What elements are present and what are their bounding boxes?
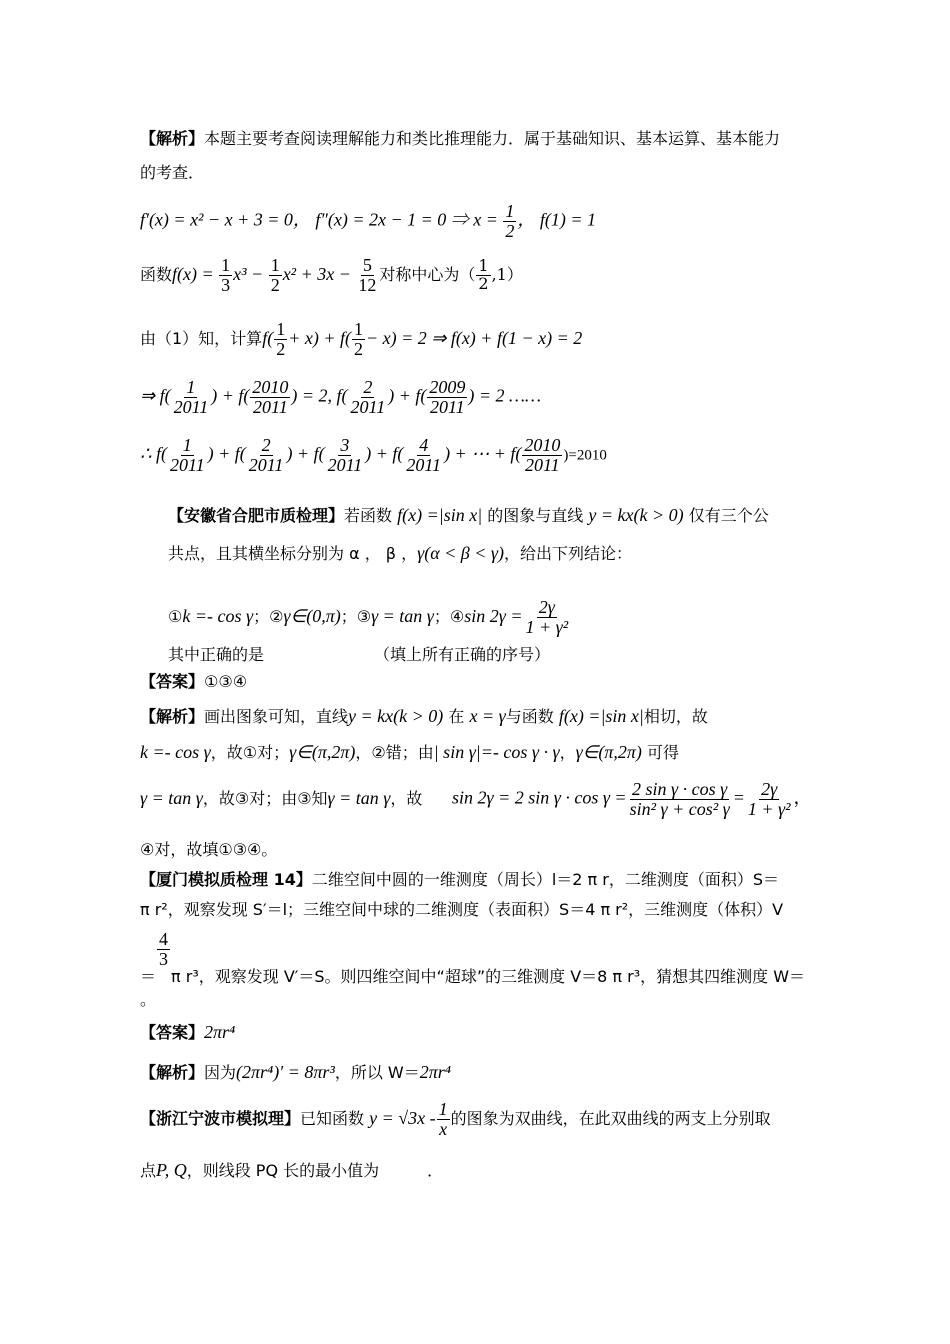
l6-b3: ) + f( (365, 443, 404, 464)
l3-g-num: 1 (478, 256, 489, 276)
l6-frac-4 (404, 436, 443, 475)
explain-2-line-2 (140, 742, 679, 764)
q3-l3-a: ＝ (140, 966, 157, 986)
ex2-a: ，故①对； (210, 743, 290, 762)
q4-den: x (439, 1118, 448, 1139)
q3-l4: 。 (140, 990, 157, 1009)
l5-d: ) = 2 …… (468, 385, 541, 406)
option-4-mark: ；④ (433, 606, 465, 626)
l5-den-3: 2011 (350, 396, 386, 417)
ex3-num-2: 2γ (761, 779, 778, 799)
l5-num-4: 2009 (429, 377, 466, 397)
l5-frac-4 (427, 378, 467, 417)
l6-end: )=2010 (563, 447, 607, 464)
option-4-frac (524, 598, 571, 637)
option-2: γ∈(0,π) (283, 605, 341, 626)
l4-frac-2 (352, 320, 365, 359)
l6-den-5: 2011 (525, 454, 560, 475)
l4-num-2: 1 (353, 319, 363, 339)
q3-l3-b: π r³，观察发现 V′＝S。则四维空间中“超球”的三维测度 V＝8 π r³，猜想其四维测度 W＝ (171, 966, 806, 986)
explain-2-line-4 (140, 840, 277, 859)
ex3-so: ，所以 W＝ (334, 1063, 420, 1082)
l6-frac-2 (247, 436, 286, 475)
l5-den-2: 2011 (253, 396, 288, 417)
l5-frac-2 (250, 378, 290, 417)
eq1-tail: ， f(1) = 1 (517, 209, 597, 230)
explain-3-tag: 【解析】 (140, 1063, 205, 1082)
ex3-b: ，故 (390, 789, 423, 808)
l3-f: f(x) = (172, 263, 219, 284)
analysis-line-2 (140, 163, 204, 182)
l6-frac-5 (522, 436, 562, 475)
l3-d: x² + 3x − (282, 263, 356, 284)
eq1-text: f′(x) = x² − x + 3 = 0， f″(x) = 2x − 1 = 0 ⇒ x = (140, 209, 503, 230)
derivative-equation (140, 202, 596, 241)
l3-b: x³ − (233, 263, 268, 284)
q4-num: 1 (438, 1099, 448, 1119)
q4-m: y = √3x - (369, 1107, 436, 1128)
option-4-num: 2γ (538, 597, 555, 617)
ex3-because: 因为 (204, 1063, 237, 1082)
l4-den-2: 2 (353, 338, 363, 359)
q2-f: f(x) =|sin x| (397, 505, 483, 525)
question-3-line-3 (140, 929, 806, 986)
ex3-den-2: 1 + γ² (747, 798, 791, 819)
l3-a-num: 1 (221, 255, 231, 275)
explain-2-formula (452, 780, 812, 819)
ex1-m2: x = γ (469, 706, 506, 726)
fill-a: 其中正确的是 (168, 645, 265, 664)
l3-pre: 函数 (140, 264, 173, 284)
ex3-den-1: sin² γ + cos² γ (629, 798, 730, 819)
l3-frac-c (269, 256, 282, 295)
analysis-intro-2: 的考查． (140, 163, 205, 182)
l3-end: ,1） (491, 264, 523, 284)
ex1-b: 在 (448, 707, 465, 726)
ex1-a: 画出图象可知，直线 (204, 707, 349, 726)
q2-line: y = kx(k > 0) (588, 505, 684, 525)
l6-num-2: 2 (261, 435, 271, 455)
answer-2-line (140, 672, 247, 691)
l3-frac-a (219, 256, 232, 295)
q2-a: 若函数 (344, 506, 393, 525)
question-3-line-1 (140, 870, 779, 889)
l5-c: ) = 2, f( (291, 385, 348, 406)
l6-den-1: 2011 (169, 454, 205, 475)
option-2-mark: ；② (253, 606, 284, 626)
ex3-eq: = (732, 787, 745, 808)
answer-3-tag: 【答案】 (140, 1023, 205, 1042)
l6-den-4: 2011 (406, 454, 442, 475)
analysis-tag: 【解析】 (140, 129, 205, 148)
ex3-derivative: (2πr⁴)′ = 8πr³ (236, 1062, 335, 1082)
l4-num-1: 1 (276, 319, 286, 339)
q2-line2-a: 共点，且其横坐标分别为 α ， β ， (168, 544, 418, 563)
l6-num-4: 4 (419, 435, 429, 455)
question-4-source: 【浙江宁波市模拟理】 (140, 1108, 301, 1128)
ex2-m3: | sin γ|=- cos γ · γ (433, 742, 560, 762)
question-2-source: 【安徽省合肥市质检理】 (168, 506, 345, 525)
q4-l2-b: ，则线段 PQ 长的最小值为 (186, 1161, 380, 1180)
q3-num: 4 (159, 929, 169, 949)
l6-c: ) + ⋯ + f( (444, 443, 522, 464)
option-3: γ = tan γ (371, 605, 434, 626)
q3-l1: 二维空间中圆的一维测度（周长）l＝2 π r，二维测度（面积）S＝ (311, 870, 780, 889)
question-4-line-1 (140, 1100, 771, 1139)
q2-c: 仅有三个公 (688, 506, 769, 525)
analysis-line-1 (140, 129, 780, 148)
option-1-mark: ① (168, 606, 183, 626)
l3-frac-g (476, 258, 490, 293)
l6-frac-3 (326, 436, 365, 475)
l3-g-den: 2 (478, 273, 489, 293)
l5-b2: ) + f( (388, 385, 427, 406)
l5-den-4: 2011 (430, 396, 465, 417)
q2-line2-m: γ(α < β < γ) (417, 543, 504, 563)
l6-b1: ) + f( (207, 443, 246, 464)
explain-2-line-3 (140, 788, 422, 810)
l4-a: f( (262, 327, 274, 348)
total-sum-line (140, 436, 607, 475)
ex3-f1: sin 2γ = 2 sin γ · cos γ = (452, 787, 627, 808)
l3-c-num: 1 (270, 255, 280, 275)
ex3-num-1: 2 sin γ · cos γ (632, 779, 728, 799)
l4-pre: 由（1）知，计算 (140, 328, 263, 348)
q4-l2-end: ． (427, 1161, 444, 1180)
l5-num-2: 2010 (252, 377, 289, 397)
ex1-c: 与函数 (505, 707, 554, 726)
l6-num-5: 2010 (524, 435, 561, 455)
option-4: sin 2γ = (464, 605, 523, 626)
l6-a: ∴ f( (140, 443, 167, 464)
eq1-num: 1 (505, 201, 515, 221)
ex3-frac-1 (628, 780, 732, 819)
l4-c: − x) = 2 ⇒ f(x) + f(1 − x) = 2 (365, 327, 583, 348)
ex3-end: ， (793, 787, 812, 808)
symmetry-line (140, 320, 582, 359)
ex2-m2: γ∈(π,2π) (289, 742, 356, 762)
analysis-intro: 本题主要考查阅读理解能力和类比推理能力．属于基础知识、基本运算、基本能力 (204, 129, 781, 148)
l6-den-3: 2011 (327, 454, 363, 475)
q4-l2-a: 点 (140, 1161, 157, 1180)
explain-tag: 【解析】 (140, 707, 205, 726)
function-center-line (140, 256, 523, 295)
fill-b: （填上所有正确的序号） (374, 645, 551, 664)
ex2-d: 可得 (646, 743, 679, 762)
l6-num-3: 3 (340, 435, 350, 455)
q2-b: 的图象与直线 (487, 506, 584, 525)
question-2-line-1 (168, 505, 769, 527)
option-4-den: 1 + γ² (525, 616, 569, 637)
ex1-m3: f(x) =|sin x| (558, 706, 644, 726)
l4-b: + x) + f( (288, 327, 351, 348)
l5-frac-1 (172, 378, 211, 417)
pair-sum-line (140, 378, 541, 417)
l3-a-den: 3 (221, 274, 231, 295)
l5-num-1: 1 (186, 377, 196, 397)
ex3-result: 2πr⁴ (419, 1062, 452, 1082)
question-3-source: 【厦门模拟质检理 14】 (140, 870, 312, 889)
ex2-m4: γ∈(π,2π) (575, 742, 642, 762)
l5-a: ⇒ f( (140, 385, 171, 406)
answer-3-value: 2πr⁴ (204, 1022, 236, 1042)
q4-l2-m: P, Q (156, 1160, 187, 1180)
explain-3-line (140, 1062, 451, 1084)
fill-blank-line (168, 645, 550, 664)
l6-num-1: 1 (182, 435, 192, 455)
ex4: ④对，故填①③④。 (140, 840, 278, 859)
ex2-b: ，②错；由 (355, 743, 434, 762)
answer-2-value: ①③④ (204, 672, 248, 691)
l5-b: ) + f( (211, 385, 250, 406)
option-3-mark: ；③ (340, 606, 372, 626)
ex1-m: y = kx(k > 0) (348, 706, 444, 726)
answer-tag: 【答案】 (140, 672, 205, 691)
eq1-fraction (503, 202, 516, 241)
explain-2-line-1 (140, 706, 708, 728)
q3-frac (157, 930, 170, 969)
l3-e-num: 5 (362, 255, 372, 275)
q3-den: 3 (159, 948, 169, 969)
option-1: k =- cos γ (182, 605, 254, 626)
ex3-frac-2 (746, 780, 793, 819)
l6-frac-1 (168, 436, 207, 475)
l3-e-den: 12 (358, 274, 377, 295)
l3-frac-e (356, 256, 378, 295)
l5-den-1: 2011 (173, 396, 209, 417)
ex1-d: 相切，故 (643, 707, 708, 726)
ex2-m1: k =- cos γ (140, 742, 211, 762)
question-3-line-2 (140, 900, 783, 919)
ex3-a: ，故③对；由③知 (202, 789, 328, 808)
l4-den-1: 2 (276, 338, 286, 359)
question-3-line-4 (140, 990, 156, 1009)
l5-num-3: 2 (363, 377, 373, 397)
ex2-c: ， (559, 743, 576, 762)
l6-den-2: 2011 (248, 454, 284, 475)
ex3-m2: γ = tan γ (327, 788, 391, 808)
options-line (168, 598, 571, 637)
q3-l2: π r²，观察发现 S′＝l；三维空间中球的二维测度（表面积）S＝4 π r²，三维测度（体积）V (140, 900, 784, 919)
l3-c-den: 2 (270, 274, 280, 295)
l5-frac-3 (349, 378, 388, 417)
q2-line2-b: ，给出下列结论： (504, 544, 633, 563)
answer-3-line (140, 1022, 235, 1044)
l3-post: 对称中心为（ (379, 264, 476, 284)
l4-frac-1 (274, 320, 287, 359)
q4-frac (437, 1100, 450, 1139)
l6-b2: ) + f( (286, 443, 325, 464)
q4-a: 已知函数 (300, 1108, 365, 1128)
q4-b: 的图象为双曲线，在此双曲线的两支上分别取 (450, 1108, 771, 1128)
question-2-line-2 (168, 543, 632, 565)
question-4-line-2 (140, 1160, 443, 1182)
eq1-den: 2 (505, 220, 515, 241)
ex3-m1: γ = tan γ (140, 788, 203, 808)
